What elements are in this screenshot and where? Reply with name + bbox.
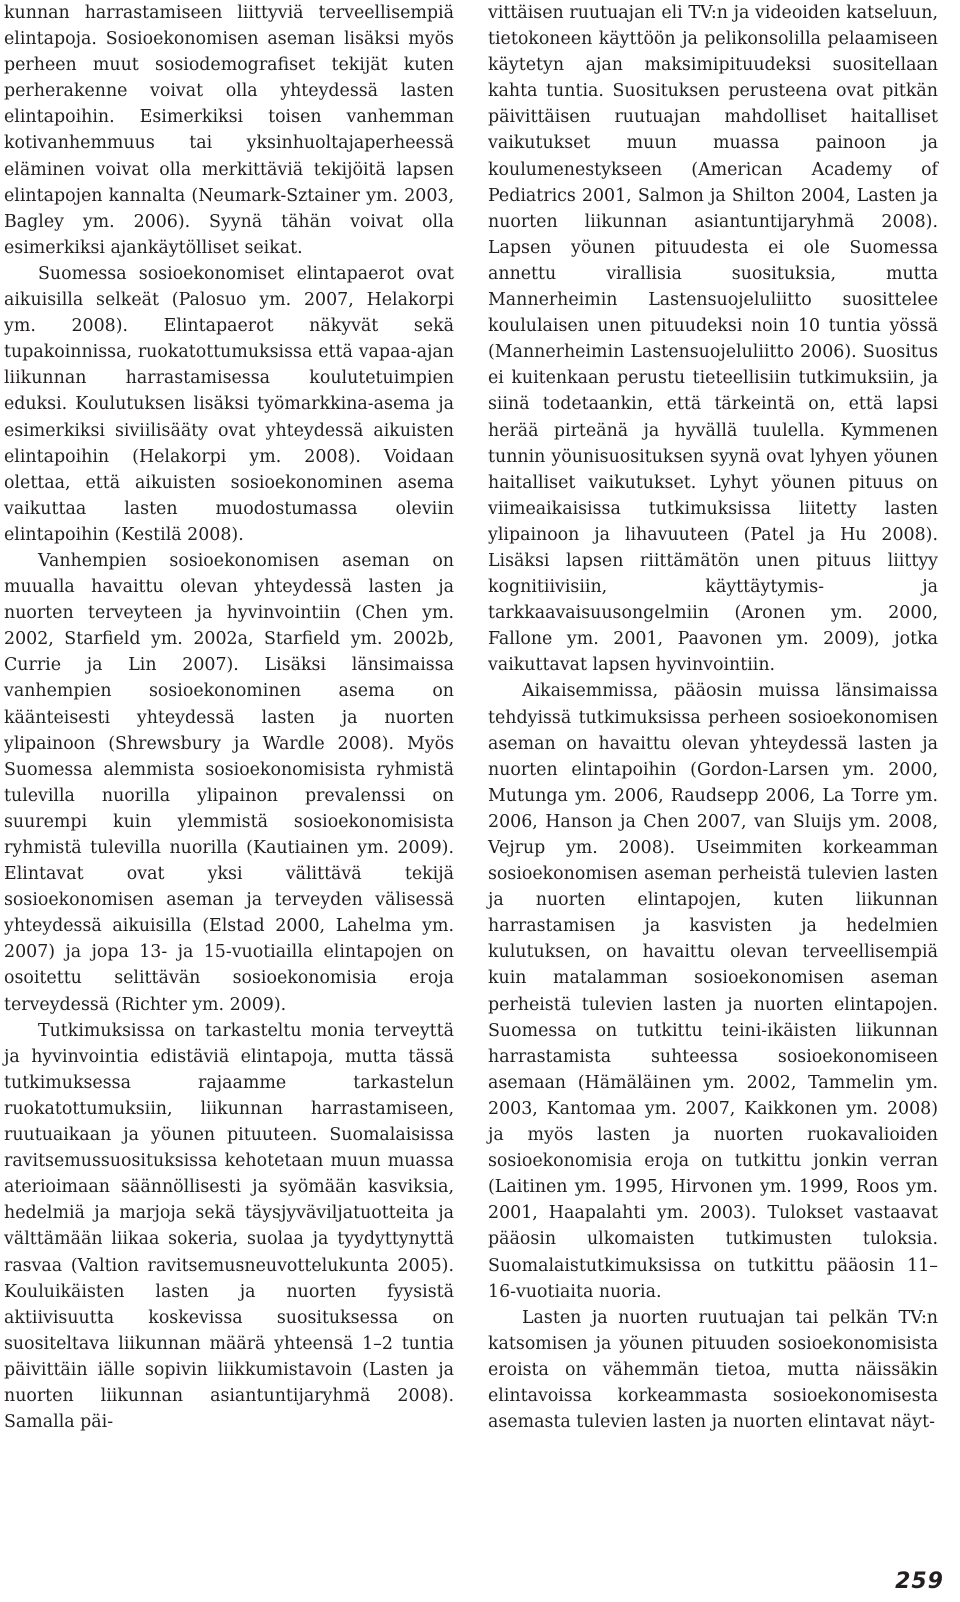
right-paragraph-3: Lasten ja nuorten ruutuajan tai pelkän TV:n katsomisen ja yöunen pituuden sosioekonomisista eroista on vähemmän tietoa, mutta näissäkin elintavoissa korkeammasta sosioekonomisesta asemasta tulevien lasten ja nuorten elintavat näyt- [488,1307,938,1433]
left-paragraph-3: Vanhempien sosioekonomisen aseman on muualla havaittu olevan yhteydessä lasten ja nuorten terveyteen ja hyvinvointiin (Chen ym. 2002, Starfield ym. 2002a, Starfield ym. 2002b, Currie ja Lin 2007). Lisäksi länsimaissa vanhempien sosioekonominen asema on käänteisesti yhteydessä lasten ja nuorten ylipainoon (Shrewsbury ja Wardle 2008). Myös Suomessa alemmista sosioekonomisista ryhmistä tulevilla nuorilla ylipainon prevalenssi on suurempi kuin ylemmistä sosioekonomisista ryhmistä tulevilla nuorilla (Kautiainen ym. 2009). Elintavat ovat yksi välittävä tekijä sosioekonomisen aseman ja terveyden välisessä yhteydessä aikuisilla (Elstad 2000, Lahelma ym. 2007) ja jopa 13- ja 15-vuotiailla elintapojen on osoitettu selittävän sosioekonomisia eroja terveydessä (Richter ym. 2009). [4,550,454,1015]
right-paragraph-2: Aikaisemmissa, pääosin muissa länsimaissa tehdyissä tutkimuksissa perheen sosioekonomisen aseman on havaittu olevan yhteydessä lasten ja nuorten elintapoihin (Gordon-Larsen ym. 2000, Mutunga ym. 2006, Raudsepp 2006, La Torre ym. 2006, Hanson ja Chen 2007, van Sluijs ym. 2008, Vejrup ym. 2008). Useimmiten korkeamman sosioekonomisen aseman perheistä tulevien lasten ja nuorten elintapojen, kuten liikunnan harrastamisen ja kasvisten ja hedelmien kulutuksen, on havaittu olevan terveellisempiä kuin matalamman sosioekonomisen aseman perheistä tulevien lasten ja nuorten elintapojen. Suomessa on tutkittu teini-ikäisten liikunnan harrastamista suhteessa sosioekonomiseen asemaan (Hämäläinen ym. 2002, Tammelin ym. 2003, Kantomaa ym. 2007, Kaikkonen ym. 2008) ja myös lasten ja nuorten ruokavalioiden sosioekonomisia eroja on tutkittu jonkin verran (Laitinen ym. 1995, Hirvonen ym. 1999, Roos ym. 2001, Haapalahti ym. 2003). Tulokset vastaavat pääosin ulkomaisten tutkimusten tuloksia. Suomalaistutkimuksissa on tutkittu pääosin 11–16-vuotiaita nuoria. [488,681,938,1302]
right-text-column [488,0,938,1435]
left-paragraph-4: Tutkimuksissa on tarkasteltu monia terveyttä ja hyvinvointia edistäviä elintapoja, mutta tässä tutkimuksessa rajaamme tarkastelun ruokatottumuksiin, liikunnan harrastamiseen, ruutuaikaan ja yöunen pituuteen. Suomalaisissa ravitsemussuosituksissa kehotetaan muun muassa aterioimaan säännöllisesti ja syömään kasviksia, hedelmiä ja marjoja sekä täysjyväviljatuotteita ja välttämään liikaa sokeria, suolaa ja tyydyttynyttä rasvaa (Valtion ravitsemusneuvottelukunta 2005). Kouluikäisten lasten ja nuorten fyysistä aktiivisuutta koskevissa suosituksessa on suositeltava liikunnan määrä yhteensä 1–2 tuntia päivittäin iälle sopivin liikkumistavoin (Lasten ja nuorten liikunnan asiantuntijaryhmä 2008). Samalla päi- [4,1020,454,1433]
right-paragraph-1: vittäisen ruutuajan eli TV:n ja videoiden katseluun, tietokoneen käyttöön ja pelikonsolilla pelaamiseen käytetyn ajan maksimipituudeksi suositellaan kahta tuntia. Suosituksen perusteena ovat pitkän päivittäisen ruutuajan mahdolliset haitalliset vaikutukset muun muassa painoon ja koulumenestykseen (American Academy of Pediatrics 2001, Salmon ja Shilton 2004, Lasten ja nuorten liikunnan asiantuntijaryhmä 2008). Lapsen yöunen pituudesta ei ole Suomessa annettu virallisia suosituksia, mutta Mannerheimin Lastensuojeluliitto suosittelee koululaisen unen pituudeksi noin 10 tuntia yössä (Mannerheimin Lastensuojeluliitto 2006). Suositus ei kuitenkaan perustu tieteellisiin tutkimuksiin, ja siinä todetaankin, että tärkeintä on, että lapsi herää pirteänä ja hyvällä tuulella. Kymmenen tunnin yöunisuosituksen syynä ovat lyhyen yöunen haitalliset vaikutukset. Lyhyt yöunen pituus on viimeaikaisissa tutkimuksissa liitetty lasten ylipainoon ja lihavuuteen (Patel ja Hu 2008). Lisäksi lapsen riittämätön unen pituus liittyy kognitiivisiin, käyttäytymis- ja tarkkaavaisuusongelmiin (Aronen ym. 2000, Fallone ym. 2001, Paavonen ym. 2009), jotka vaikuttavat lapsen hyvinvointiin. [488,3,938,676]
left-text-column [4,0,454,1435]
page-number: 259 [895,1569,944,1594]
left-paragraph-1: kunnan harrastamiseen liittyviä terveellisempiä elintapoja. Sosioekonomisen aseman lisäksi myös perheen muut sosiodemografiset tekijät kuten perherakenne voivat olla yhteydessä lasten elintapoihin. Esimerkiksi toisen vanhemman kotivanhemmuus tai yksinhuoltajaperheessä eläminen voivat olla merkittäviä tekijöitä lapsen elintapojen kannalta (Neumark-Sztainer ym. 2003, Bagley ym. 2006). Syynä tähän voivat olla esimerkiksi ajankäytölliset seikat. [4,3,454,258]
left-paragraph-2: Suomessa sosioekonomiset elintapaerot ovat aikuisilla selkeät (Palosuo ym. 2007, Helakorpi ym. 2008). Elintapaerot näkyvät sekä tupakoinnissa, ruokatottumuksissa että vapaa-ajan liikunnan harrastamisessa koulutetuimpien eduksi. Koulutuksen lisäksi työmarkkina-asema ja esimerkiksi siviilisääty ovat yhteydessä aikuisten elintapoihin (Helakorpi ym. 2008). Voidaan olettaa, että aikuisten sosioekonominen asema vaikuttaa lasten muodostumassa oleviin elintapoihin (Kestilä 2008). [4,263,454,545]
